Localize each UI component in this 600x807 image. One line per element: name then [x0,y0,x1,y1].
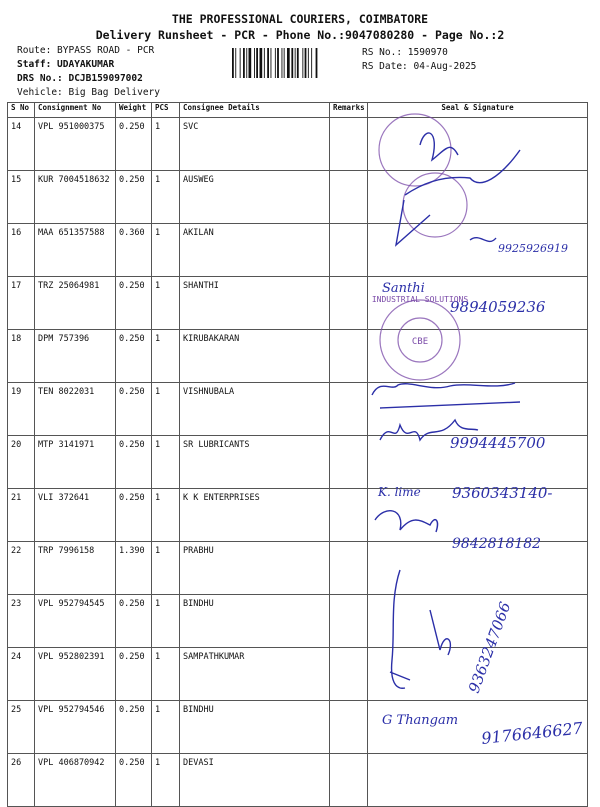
sno-cell: 22 [8,542,35,595]
pcs-cell: 1 [152,489,180,542]
signature-name-row26: G Thangam [382,713,459,728]
seal-signature-cell [368,277,588,330]
signature-text-row18: 9894059236 [450,298,546,316]
seal-signature-cell [368,224,588,277]
seal-signature-cell [368,754,588,807]
consignment-cell: TRZ 25064981 [35,277,116,330]
pcs-cell: 1 [152,224,180,277]
consignment-cell: VPL 951000375 [35,118,116,171]
remarks-cell [330,383,368,436]
table-row [8,224,588,277]
table-row [8,595,588,648]
col-header-consignment: Consignment No [35,103,116,118]
signature-text-row20: 9994445700 [450,434,546,452]
pcs-cell: 1 [152,330,180,383]
table-row [8,754,588,807]
sno-cell: 26 [8,754,35,807]
barcode-bar [271,48,272,78]
table-row [8,383,588,436]
sno-cell: 16 [8,224,35,277]
barcode-bar [287,48,290,78]
consignee-cell: DEVASI [180,754,330,807]
remarks-cell [330,118,368,171]
pcs-cell: 1 [152,648,180,701]
barcode-bar [311,48,312,78]
barcode-bar [308,48,309,78]
remarks-cell [330,277,368,330]
barcode-bar [316,48,318,78]
consignment-cell: VLI 372641 [35,489,116,542]
barcode-bar [249,48,252,78]
consignee-cell: PRABHU [180,542,330,595]
weight-cell: 0.250 [116,595,152,648]
seal-signature-cell [368,171,588,224]
remarks-cell [330,754,368,807]
barcode-bar [297,48,299,78]
barcode-bar [243,48,245,78]
consignment-cell: VPL 952802391 [35,648,116,701]
consignment-cell: MTP 3141971 [35,436,116,489]
pcs-cell: 1 [152,754,180,807]
barcode-bar [264,48,265,78]
remarks-cell [330,648,368,701]
consignment-cell: VPL 952794545 [35,595,116,648]
remarks-cell [330,489,368,542]
weight-cell: 1.390 [116,542,152,595]
pcs-cell: 1 [152,383,180,436]
pcs-cell: 1 [152,171,180,224]
table-row [8,701,588,754]
table-row [8,171,588,224]
seal-signature-cell [368,118,588,171]
sno-cell: 24 [8,648,35,701]
remarks-cell [330,330,368,383]
consignee-cell: AKILAN [180,224,330,277]
weight-cell: 0.360 [116,224,152,277]
barcode-bar [232,48,234,78]
seal-signature-cell [368,701,588,754]
consignee-cell: SAMPATHKUMAR [180,648,330,701]
consignee-cell: AUSWEG [180,171,330,224]
seal-signature-cell [368,595,588,648]
signature-text-row16: 9925926919 [498,242,568,255]
weight-cell: 0.250 [116,754,152,807]
remarks-cell [330,595,368,648]
table-row [8,277,588,330]
seal-signature-cell [368,436,588,489]
remarks-cell [330,224,368,277]
stamp-ring-text: INDUSTRIAL SOLUTIONS [371,295,469,304]
weight-cell: 0.250 [116,171,152,224]
barcode-bar [254,48,255,78]
remarks-cell [330,542,368,595]
pcs-cell: 1 [152,701,180,754]
signature-name-row21: K. lime [378,485,421,499]
barcode-bar [302,48,303,78]
pcs-cell: 1 [152,542,180,595]
consignment-cell: DPM 757396 [35,330,116,383]
weight-cell: 0.250 [116,436,152,489]
barcode-bar [284,48,285,78]
drs-label: DRS No.: DCJB159097002 [17,73,143,84]
signature-text-row21: 9360343140- [452,484,553,502]
signature-text-row26: 9176646627 [480,718,584,748]
weight-cell: 0.250 [116,118,152,171]
table-header-row [8,103,588,118]
barcode-bar [256,48,258,78]
signature-text-row24: 9363247066 [464,599,515,696]
pcs-cell: 1 [152,277,180,330]
seal-signature-cell [368,542,588,595]
consignment-cell: KUR 7004518632 [35,171,116,224]
table-row [8,542,588,595]
table-row [8,648,588,701]
rs-date: RS Date: 04-Aug-2025 [362,61,477,72]
col-header-remarks: Remarks [330,103,368,118]
sno-cell: 14 [8,118,35,171]
route-label: Route: BYPASS ROAD - PCR [17,45,155,56]
barcode-bar [260,48,263,78]
barcode-bar [305,48,307,78]
sno-cell: 15 [8,171,35,224]
consignee-cell: SR LUBRICANTS [180,436,330,489]
runsheet-subtitle: Delivery Runsheet - PCR - Phone No.:9047080280 - Page No.:2 [95,28,505,42]
pcs-cell: 1 [152,436,180,489]
barcode-bar [235,48,236,78]
seal-signature-cell [368,383,588,436]
sno-cell: 17 [8,277,35,330]
barcode-bar [291,48,293,78]
sno-cell: 19 [8,383,35,436]
sno-cell: 25 [8,701,35,754]
weight-cell: 0.250 [116,648,152,701]
consignee-cell: KIRUBAKARAN [180,330,330,383]
table-row [8,330,588,383]
col-header-pcs: PCS [152,103,180,118]
table-row [8,489,588,542]
pcs-cell: 1 [152,118,180,171]
consignee-cell: BINDHU [180,701,330,754]
weight-cell: 0.250 [116,330,152,383]
pcs-cell: 1 [152,595,180,648]
remarks-cell [330,171,368,224]
barcode [232,48,354,78]
weight-cell: 0.250 [116,277,152,330]
barcode-bar [277,48,279,78]
barcode-bar [295,48,296,78]
signature-text-row22: 9842818182 [452,536,542,552]
seal-signature-cell [368,489,588,542]
sno-cell: 23 [8,595,35,648]
rs-number: RS No.: 1590970 [362,47,448,58]
table-row [8,436,588,489]
weight-cell: 0.250 [116,701,152,754]
sno-cell: 21 [8,489,35,542]
barcode-bar [282,48,283,78]
barcode-bar [246,48,247,78]
remarks-cell [330,701,368,754]
vehicle-label: Vehicle: Big Bag Delivery [17,87,160,98]
col-header-seal-signature: Seal & Signature [368,103,588,118]
company-title: THE PROFESSIONAL COURIERS, COIMBATORE [171,12,429,26]
barcode-bar [240,48,241,78]
weight-cell: 0.250 [116,489,152,542]
consignment-cell: TRP 7996158 [35,542,116,595]
sno-cell: 18 [8,330,35,383]
stamp-center-text: CBE [411,337,429,347]
col-header-consignee: Consignee Details [180,103,330,118]
consignment-cell: TEN 8022031 [35,383,116,436]
consignee-cell: SVC [180,118,330,171]
signature-text-row17: Santhi [382,281,425,296]
consignee-cell: K K ENTERPRISES [180,489,330,542]
consignee-cell: BINDHU [180,595,330,648]
consignee-cell: VISHNUBALA [180,383,330,436]
consignment-cell: MAA 651357588 [35,224,116,277]
consignee-cell: SHANTHI [180,277,330,330]
seal-signature-cell [368,648,588,701]
col-header-sno: S No [8,103,35,118]
consignment-cell: VPL 952794546 [35,701,116,754]
col-header-weight: Weight [116,103,152,118]
barcode-bar [275,48,276,78]
table-row [8,118,588,171]
seal-signature-cell [368,330,588,383]
staff-label: Staff: UDAYAKUMAR [17,59,115,70]
barcode-bar [267,48,269,78]
remarks-cell [330,436,368,489]
sno-cell: 20 [8,436,35,489]
runsheet-table [7,102,588,807]
consignment-cell: VPL 406870942 [35,754,116,807]
weight-cell: 0.250 [116,383,152,436]
